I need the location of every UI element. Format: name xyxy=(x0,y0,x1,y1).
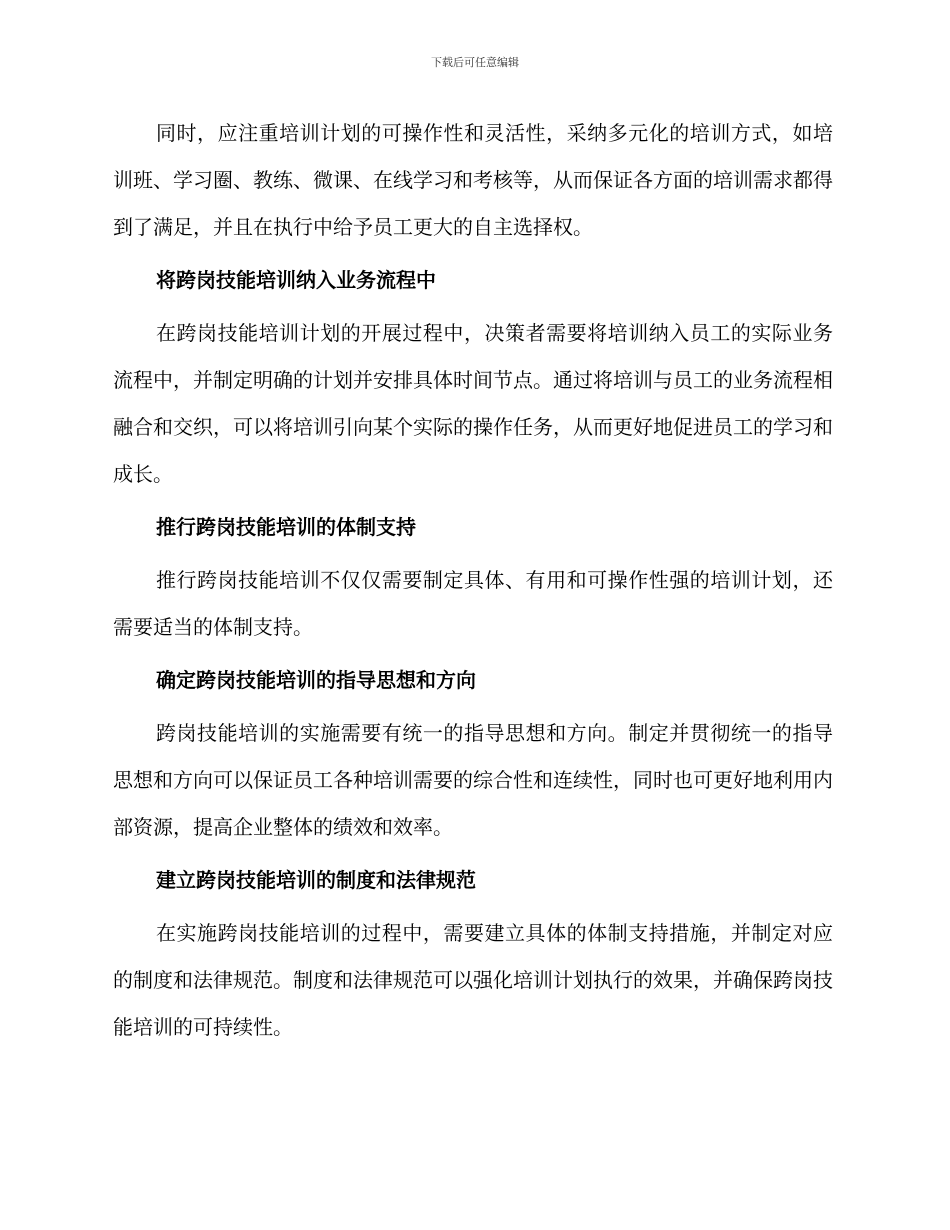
section-heading-business-process: 将跨岗技能培训纳入业务流程中 xyxy=(156,268,436,292)
document-body xyxy=(113,110,833,1057)
paragraph-guiding-ideas: 跨岗技能培训的实施需要有统一的指导思想和方向。制定并贯彻统一的指导思想和方向可以保证员工各种培训需要的综合性和连续性，同时也可更好地利用内部资源，提高企业整体的绩效和效率。 xyxy=(113,721,833,839)
section-heading-regulations: 建立跨岗技能培训的制度和法律规范 xyxy=(156,868,476,892)
paragraph-institutional-support: 推行跨岗技能培训不仅仅需要制定具体、有用和可操作性强的培训计划，还需要适当的体制支持。 xyxy=(113,568,833,639)
paragraph-regulations: 在实施跨岗技能培训的过程中，需要建立具体的体制支持措施，并制定对应的制度和法律规范。制度和法律规范可以强化培训计划执行的效果，并确保跨岗技能培训的可持续性。 xyxy=(113,921,833,1039)
section-heading-guiding-ideas: 确定跨岗技能培训的指导思想和方向 xyxy=(156,668,476,692)
paragraph-training-flexibility: 同时，应注重培训计划的可操作性和灵活性，采纳多元化的培训方式，如培训班、学习圈、教练、微课、在线学习和考核等，从而保证各方面的培训需求都得到了满足，并且在执行中给予员工更大的自主选择权。 xyxy=(113,121,833,239)
section-heading-institutional-support: 推行跨岗技能培训的体制支持 xyxy=(156,515,416,539)
header-note: 下载后可任意编辑 xyxy=(431,56,519,69)
paragraph-business-process: 在跨岗技能培训计划的开展过程中，决策者需要将培训纳入员工的实际业务流程中，并制定明确的计划并安排具体时间节点。通过将培训与员工的业务流程相融合和交织，可以将培训引向某个实际的操作任务，从而更好地促进员工的学习和成长。 xyxy=(113,321,833,486)
